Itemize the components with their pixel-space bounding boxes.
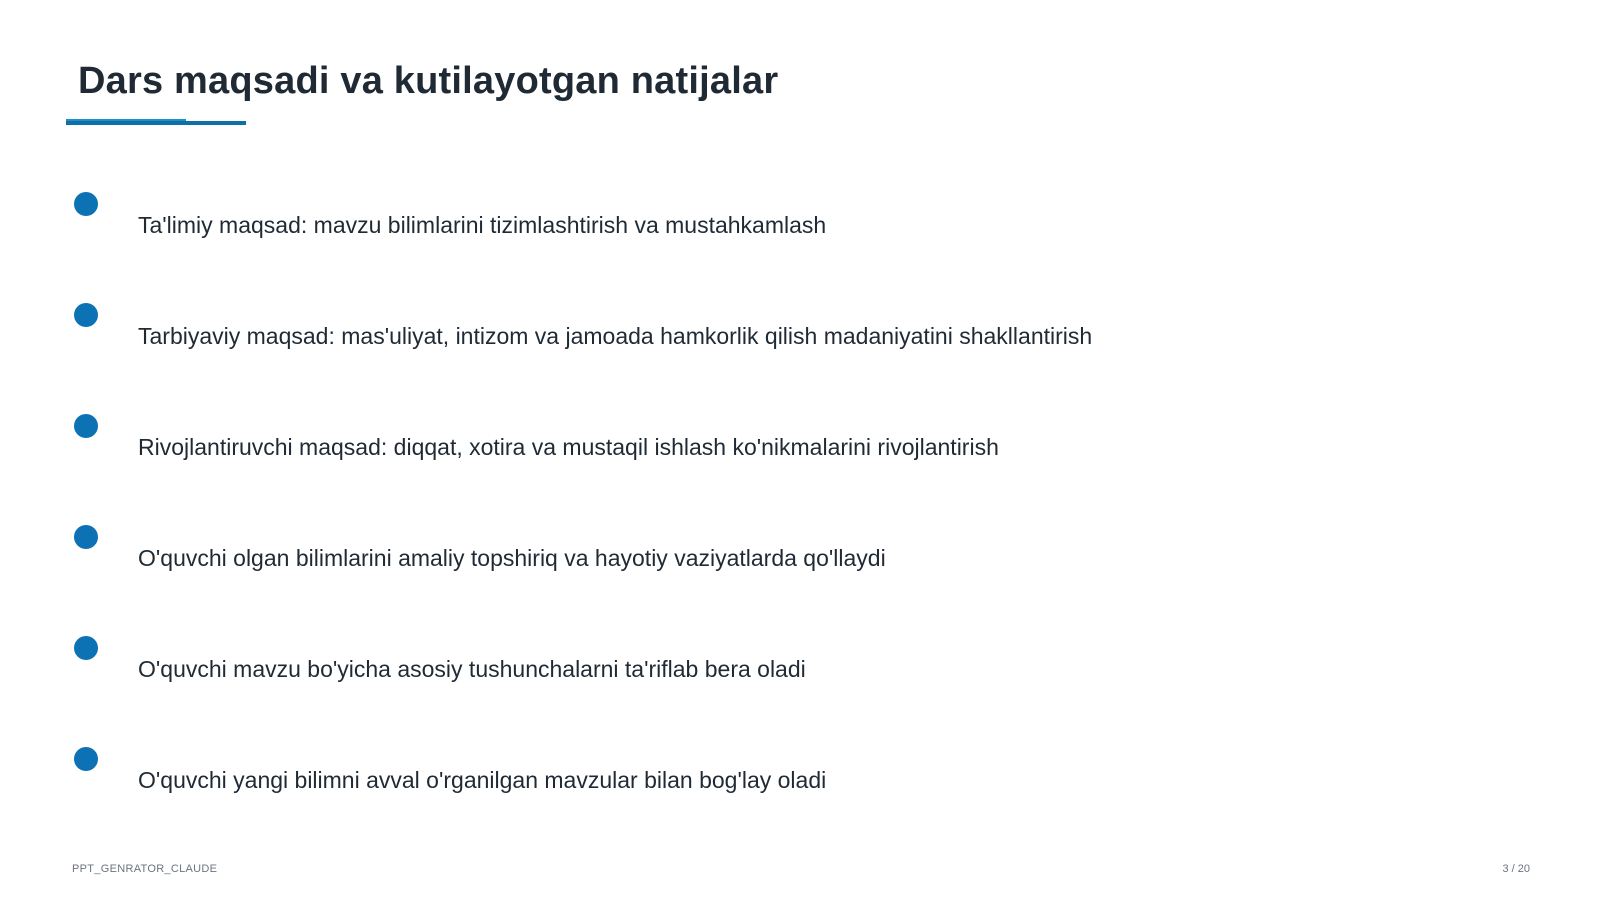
bullet-dot-icon bbox=[74, 192, 98, 216]
bullet-text: Tarbiyaviy maqsad: mas'uliyat, intizom va jamoada hamkorlik qilish madaniyatini shakllantirish bbox=[138, 323, 1093, 349]
bullet-dot-icon bbox=[74, 303, 98, 327]
bullet-item bbox=[0, 636, 1600, 696]
bullet-dot-icon bbox=[74, 414, 98, 438]
bullet-item bbox=[0, 747, 1600, 807]
bullet-text: Rivojlantiruvchi maqsad: diqqat, xotira va mustaqil ishlash ko'nikmalarini rivojlantirish bbox=[138, 434, 999, 460]
slide-title: Dars maqsadi va kutilayotgan natijalar bbox=[78, 60, 779, 102]
bullet-item bbox=[0, 303, 1600, 363]
bullet-dot-icon bbox=[74, 636, 98, 660]
page-indicator: 3 / 20 bbox=[1502, 863, 1530, 875]
bullet-item bbox=[0, 525, 1600, 585]
bullet-item bbox=[0, 414, 1600, 474]
bullet-item bbox=[0, 192, 1600, 252]
bullet-text: Ta'limiy maqsad: mavzu bilimlarini tizimlashtirish va mustahkamlash bbox=[138, 212, 827, 238]
footer-source-label: PPT_GENRATOR_CLAUDE bbox=[72, 863, 218, 875]
bullet-dot-icon bbox=[74, 525, 98, 549]
bullet-text: O'quvchi olgan bilimlarini amaliy topshiriq va hayotiy vaziyatlarda qo'llaydi bbox=[138, 545, 886, 571]
bullet-dot-icon bbox=[74, 747, 98, 771]
bullet-text: O'quvchi mavzu bo'yicha asosiy tushunchalarni ta'riflab bera oladi bbox=[138, 656, 806, 682]
bullet-text: O'quvchi yangi bilimni avval o'rganilgan mavzular bilan bog'lay oladi bbox=[138, 767, 827, 793]
